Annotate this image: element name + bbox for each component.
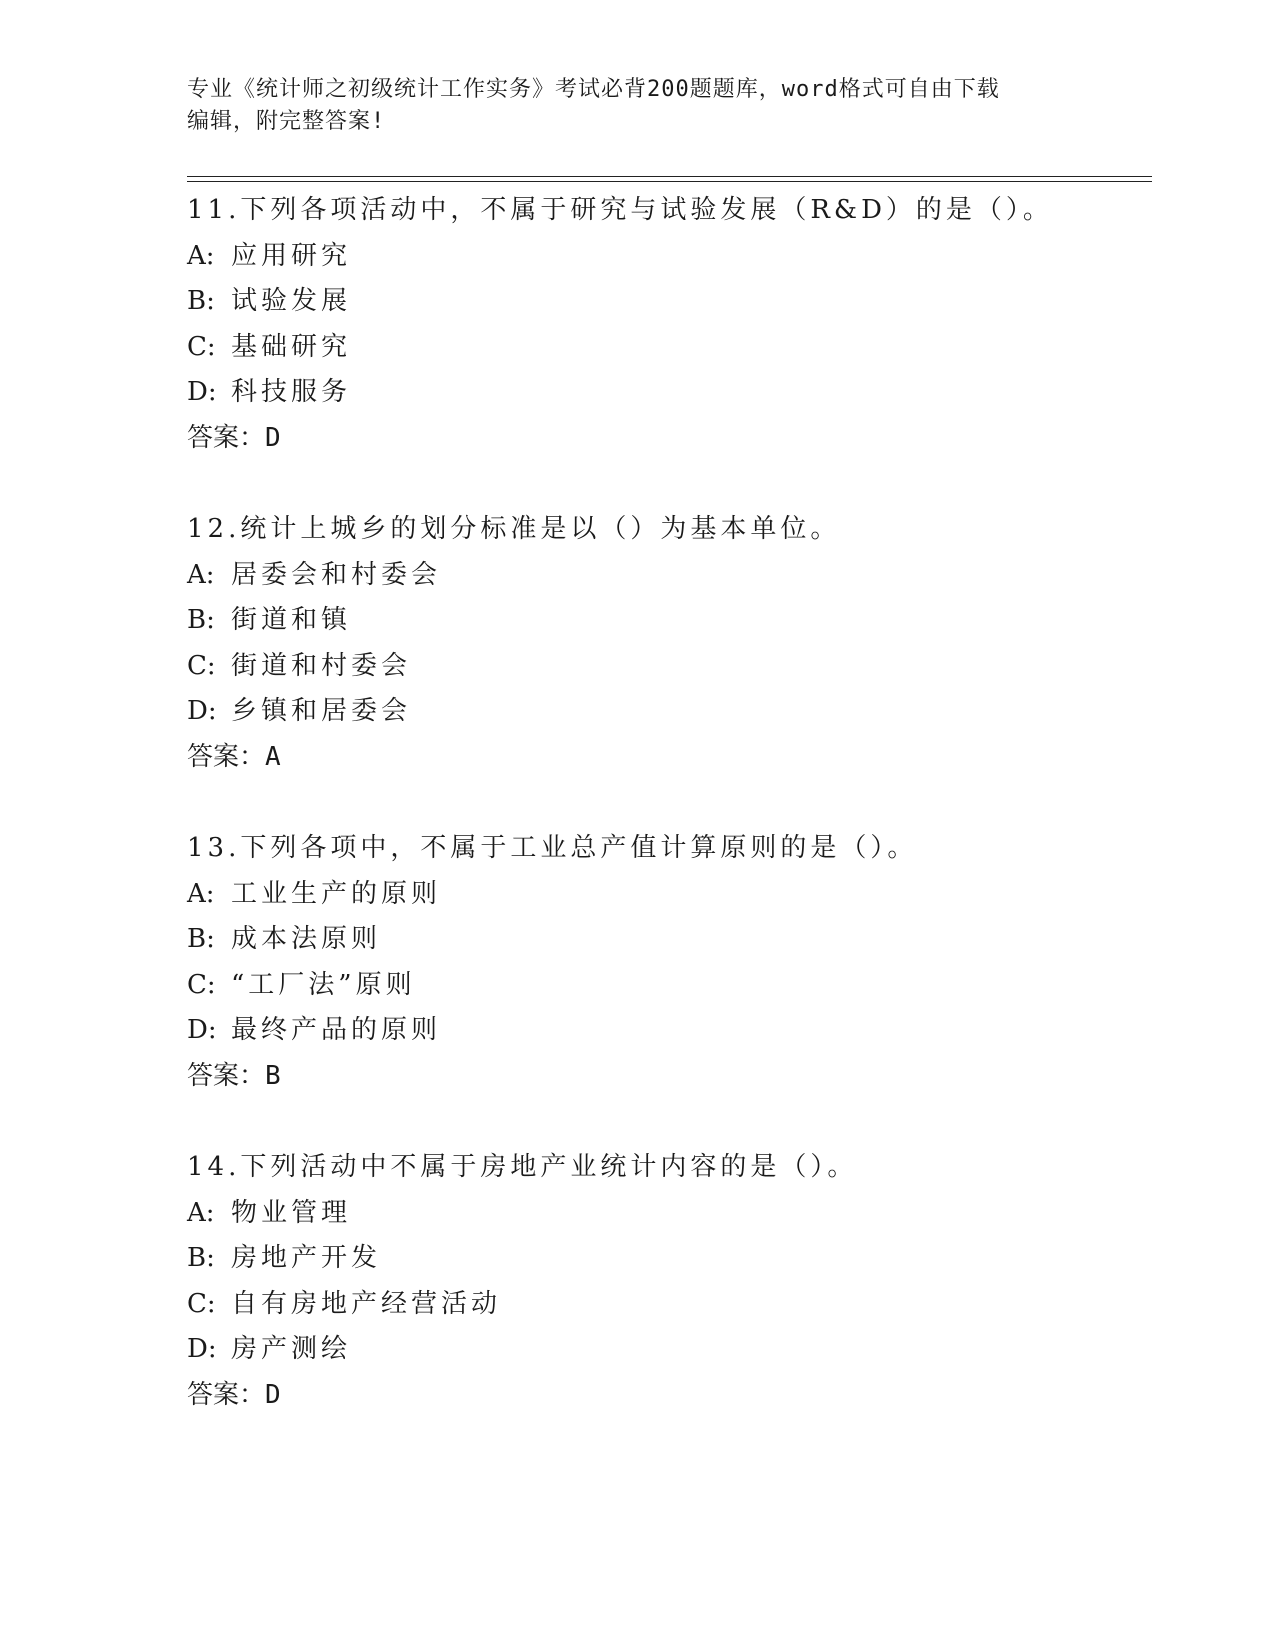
- option-text: “工厂法”原则: [231, 969, 416, 1000]
- question-block-14: [187, 1145, 1147, 1419]
- option-text: 基础研究: [231, 331, 352, 362]
- option-text: 物业管理: [231, 1197, 352, 1228]
- question-block-13: [187, 826, 1147, 1100]
- option-a: [187, 872, 1147, 918]
- question-stem: 13.下列各项中，不属于工业总产值计算原则的是（）。: [187, 833, 918, 863]
- option-letter: A:: [187, 878, 215, 909]
- option-letter: B:: [187, 1243, 215, 1274]
- option-text: 乡镇和居委会: [231, 696, 412, 727]
- option-text: 街道和村委会: [231, 650, 412, 681]
- option-text: 试验发展: [231, 286, 352, 317]
- option-letter: B:: [187, 286, 215, 317]
- option-letter: C:: [187, 331, 216, 362]
- answer-line: 答案：D: [187, 1379, 281, 1410]
- option-letter: A:: [187, 240, 215, 271]
- option-text: 房地产开发: [231, 1243, 382, 1274]
- option-d: [187, 1008, 1147, 1054]
- option-c: [187, 1282, 1147, 1328]
- option-letter: A:: [187, 559, 215, 590]
- question-stem: 11.下列各项活动中，不属于研究与试验发展（R&D）的是（）。: [187, 195, 1053, 225]
- option-letter: C:: [187, 969, 216, 1000]
- option-c: [187, 325, 1147, 371]
- header-divider-bottom: [187, 181, 1152, 182]
- option-text: 成本法原则: [231, 924, 382, 955]
- question-block-11: [187, 188, 1147, 462]
- answer-line: 答案：A: [187, 741, 281, 772]
- option-text: 应用研究: [231, 240, 352, 271]
- option-d: [187, 1327, 1147, 1373]
- option-b: [187, 598, 1147, 644]
- header-line-1: 专业《统计师之初级统计工作实务》考试必背200题题库，word格式可自由下载: [187, 77, 1000, 102]
- question-stem: 14.下列活动中不属于房地产业统计内容的是（）。: [187, 1152, 858, 1182]
- option-letter: D:: [187, 1334, 217, 1365]
- answer-line: 答案：D: [187, 422, 281, 453]
- answer-line: 答案：B: [187, 1060, 281, 1091]
- option-text: 居委会和村委会: [231, 559, 442, 590]
- header-line-2: 编辑，附完整答案!: [187, 109, 386, 134]
- option-b: [187, 917, 1147, 963]
- option-text: 街道和镇: [231, 605, 352, 636]
- option-letter: D:: [187, 1015, 217, 1046]
- option-letter: D:: [187, 696, 217, 727]
- document-header: [187, 74, 1067, 138]
- option-text: 最终产品的原则: [231, 1015, 442, 1046]
- option-letter: B:: [187, 605, 215, 636]
- option-a: [187, 234, 1147, 280]
- option-text: 工业生产的原则: [231, 878, 442, 909]
- option-c: [187, 644, 1147, 690]
- option-d: [187, 689, 1147, 735]
- header-divider-top: [187, 176, 1152, 177]
- option-a: [187, 1191, 1147, 1237]
- question-block-12: [187, 507, 1147, 781]
- option-letter: C:: [187, 1288, 216, 1319]
- option-b: [187, 1236, 1147, 1282]
- option-letter: C:: [187, 650, 216, 681]
- option-text: 科技服务: [231, 377, 352, 408]
- option-letter: D:: [187, 377, 217, 408]
- option-text: 房产测绘: [231, 1334, 352, 1365]
- option-c: [187, 963, 1147, 1009]
- option-text: 自有房地产经营活动: [231, 1288, 502, 1319]
- option-a: [187, 553, 1147, 599]
- option-b: [187, 279, 1147, 325]
- option-d: [187, 370, 1147, 416]
- option-letter: B:: [187, 924, 215, 955]
- option-letter: A:: [187, 1197, 215, 1228]
- question-stem: 12.统计上城乡的划分标准是以（）为基本单位。: [187, 514, 841, 544]
